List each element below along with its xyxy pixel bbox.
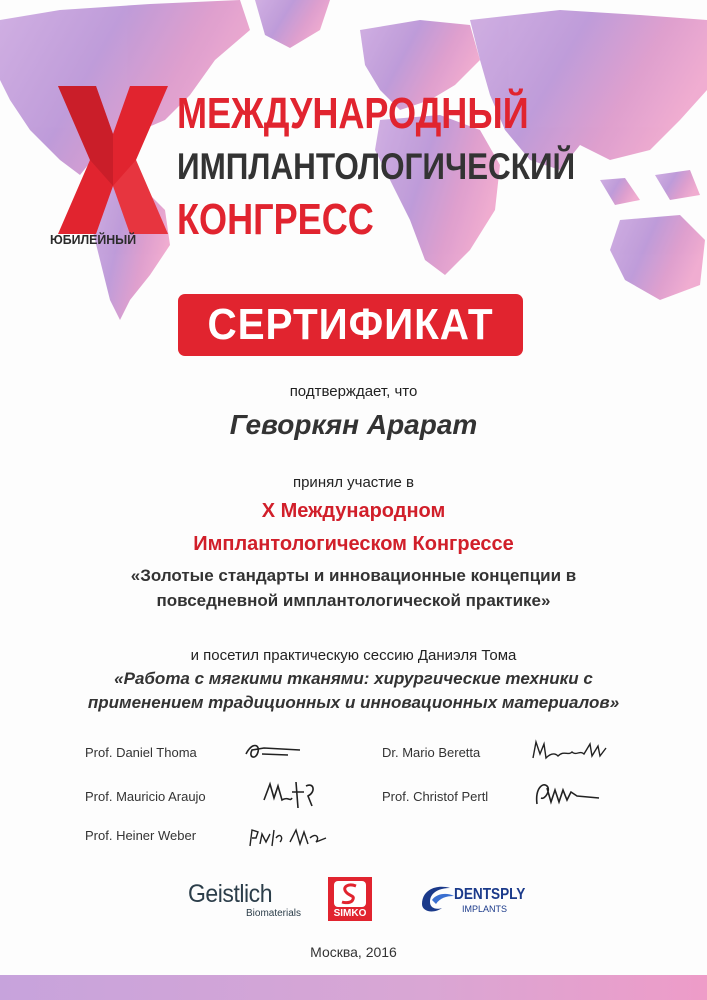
- footer-place-year: Москва, 2016: [310, 944, 397, 960]
- signatory-name: Prof. Mauricio Araujo: [85, 789, 206, 804]
- signature-araujo: [262, 778, 322, 812]
- geistlich-logo: [188, 880, 302, 919]
- dentsply-swoosh-icon: [418, 880, 458, 916]
- dentsply-logo: [418, 880, 526, 921]
- jubilee-label: ЮБИЛЕЙНЫЙ: [50, 232, 137, 247]
- simko-wordmark: SIMKO: [333, 908, 367, 919]
- theme-line-2: повседневной имплантологической практике»: [156, 591, 551, 610]
- dentsply-wordmark: DENTSPLY: [454, 886, 526, 903]
- dentsply-subtitle: IMPLANTS: [462, 904, 508, 914]
- congress-line-2: Имплантологическом Конгрессе: [193, 533, 514, 555]
- signatory-name: Dr. Mario Beretta: [382, 745, 481, 760]
- signatory-name: Prof. Heiner Weber: [85, 828, 197, 843]
- signatory-name: Prof. Daniel Thoma: [85, 745, 197, 760]
- participated-text: принял участие в: [292, 474, 415, 491]
- title-line-international: МЕЖДУНАРОДНЫЙ: [177, 89, 529, 138]
- geistlich-subtitle: Biomaterials: [246, 908, 302, 919]
- geistlich-wordmark: Geistlich: [188, 880, 273, 908]
- bottom-gradient-band: [0, 975, 707, 1000]
- title-line-congress: КОНГРЕСС: [177, 195, 374, 244]
- session-intro: и посетил практическую сессию Даниэля Тома: [190, 647, 517, 664]
- confirms-text: подтверждает, что: [289, 383, 418, 400]
- session-line-2: применением традиционных и инновационных материалов»: [87, 693, 620, 712]
- signature-weber: [246, 824, 330, 852]
- certificate-title: СЕРТИФИКАТ: [207, 300, 494, 349]
- signature-pertl: [533, 778, 603, 810]
- signature-thoma: [242, 738, 302, 764]
- signatory-name: Prof. Christof Pertl: [382, 789, 489, 804]
- jubilee-x-emblem: [58, 86, 168, 234]
- recipient-name: Геворкян Арарат: [229, 409, 478, 440]
- session-line-1: «Работа с мягкими тканями: хирургические техники с: [114, 669, 593, 688]
- simko-logo: [328, 877, 372, 921]
- title-line-implantology: ИМПЛАНТОЛОГИЧЕСКИЙ: [177, 146, 576, 187]
- signature-beretta: [530, 738, 610, 764]
- congress-line-1: X Международном: [261, 500, 446, 522]
- certificate-banner: [178, 294, 523, 356]
- theme-line-1: «Золотые стандарты и инновационные концепции в: [130, 566, 577, 585]
